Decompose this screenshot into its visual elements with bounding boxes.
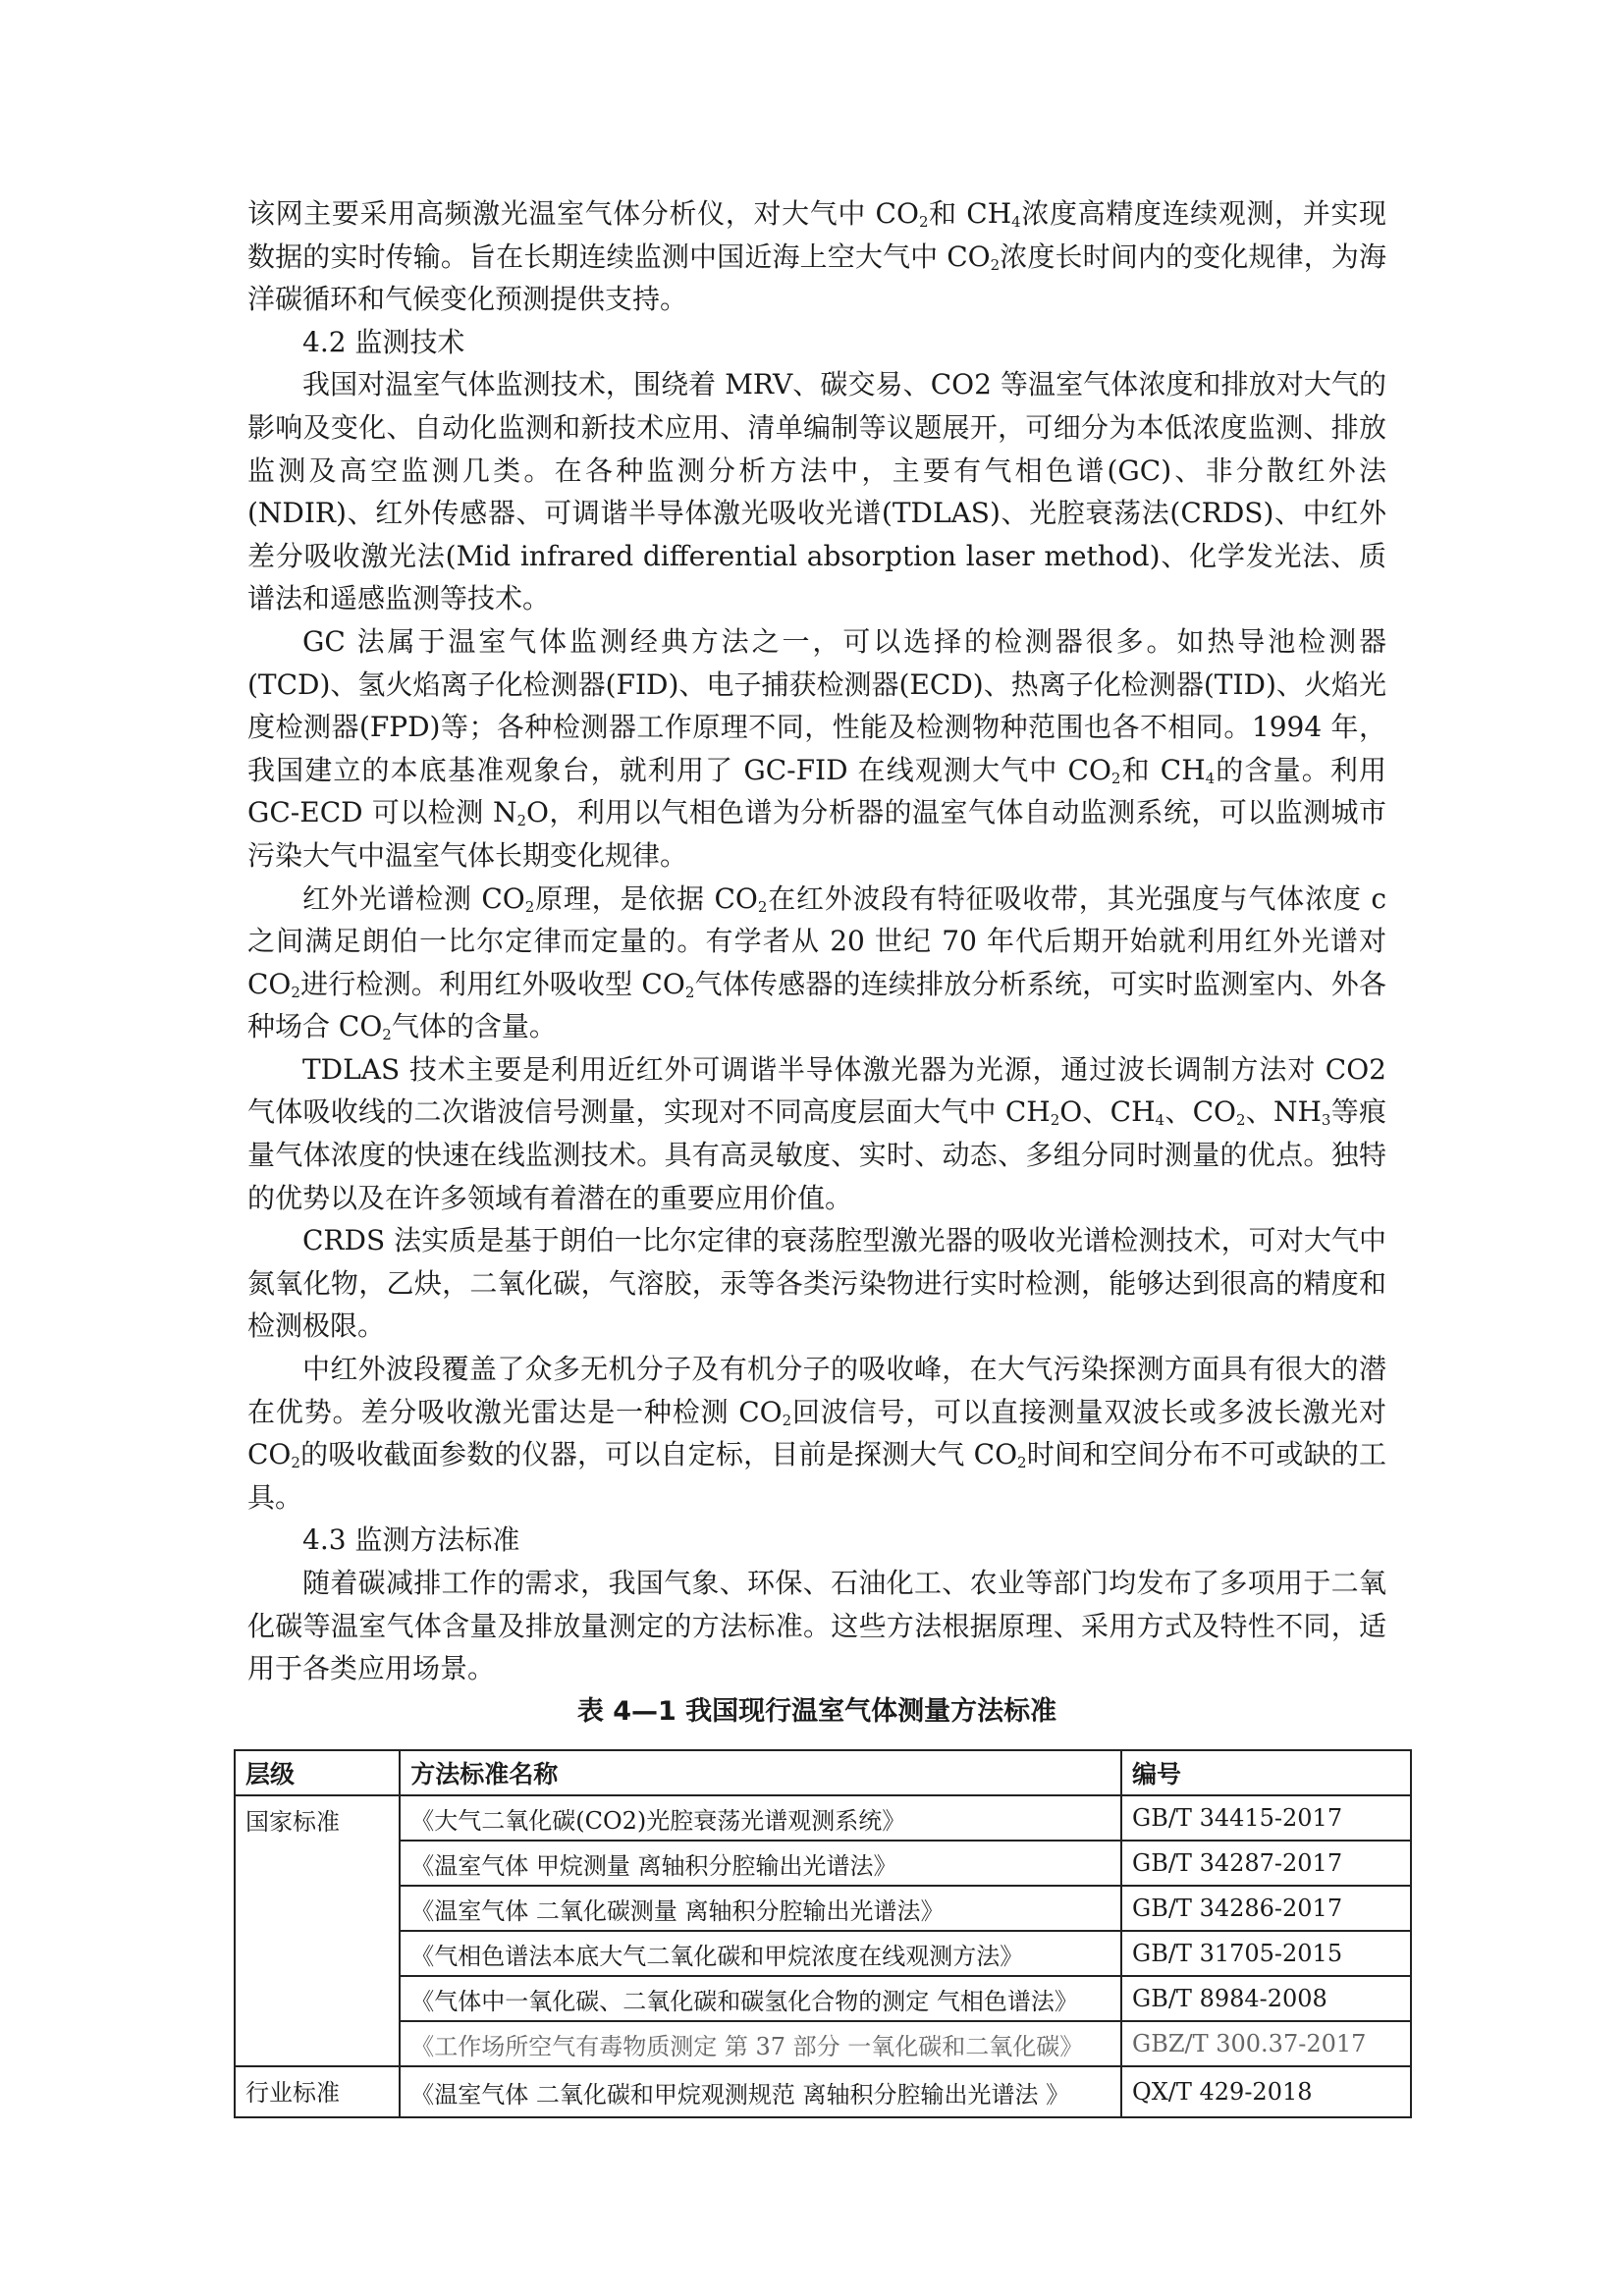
cell-standard-code: GB/T 34287-2017 xyxy=(1121,1841,1411,1886)
subscript: 2 xyxy=(1017,1454,1027,1472)
subscript: 2 xyxy=(291,983,300,1001)
text-run: O、CH xyxy=(1059,1095,1156,1129)
paragraph xyxy=(247,878,1386,1048)
subscript: 4 xyxy=(1155,1111,1165,1130)
text-run: 时间和空间分布不可或缺的工具。 xyxy=(247,1438,1386,1514)
cell-standard-code: QX/T 429-2018 xyxy=(1121,2066,1411,2117)
text-run: 红外光谱检测 CO xyxy=(302,881,525,915)
text-run: 该网主要采用高频激光温室气体分析仪，对大气中 CO xyxy=(247,197,919,230)
text-run: 我国对温室气体监测技术，围绕着 MRV、碳交易、CO2 等温室气体浓度和排放对大气的影响及变化、自动化监测和新技术应用、清单编制等议题展开，可细分为本低浓度监测、排放监测及高空监测几类。在各种监测分析方法中，主要有气相色谱(GC)、非分散红外法(NDIR)、红外传感器、可调谐半导体激光吸收光谱(TDLAS)、光腔衰荡法(CRDS)、中红外差分吸收激光法(Mid infrared differential absorption laser method)、化学发光法、质谱法和遥感监测等技术。 xyxy=(247,368,1386,615)
cell-standard-code: GB/T 34415-2017 xyxy=(1121,1795,1411,1841)
subscript: 2 xyxy=(1050,1111,1060,1130)
cell-standard-name: 《工作场所空气有毒物质测定 第 37 部分 一氧化碳和二氧化碳》 xyxy=(400,2021,1121,2066)
paragraph xyxy=(247,1219,1386,1348)
subscript: 2 xyxy=(782,1411,792,1429)
text-run: 浓度长时间内的变化规律，为海洋碳循环和气候变化预测提供支持。 xyxy=(247,240,1386,316)
section-heading-4-3: 4.3 监测方法标准 xyxy=(302,1523,520,1557)
cell-standard-name: 《气体中一氧化碳、二氧化碳和碳氢化合物的测定 气相色谱法》 xyxy=(400,1976,1121,2021)
text-run: 和 CH xyxy=(928,197,1012,230)
table-header-row xyxy=(235,1750,1411,1795)
text-run: 气体的含量。 xyxy=(391,1010,557,1043)
paragraph xyxy=(247,363,1386,620)
cell-standard-name: 《气相色谱法本底大气二氧化碳和甲烷浓度在线观测方法》 xyxy=(400,1931,1121,1976)
cell-standard-name: 《大气二氧化碳(CO2)光腔衰荡光谱观测系统》 xyxy=(400,1795,1121,1841)
text-run: 、NH xyxy=(1245,1095,1322,1129)
table-row xyxy=(235,1931,1411,1976)
subscript: 2 xyxy=(918,213,929,231)
text-run: 回波信号，可以直接测量双波长或多波长激光对 CO xyxy=(247,1395,1386,1471)
text-run: GC 法属于温室气体监测经典方法之一，可以选择的检测器很多。如热导池检测器(TCD)、氢火焰离子化检测器(FID)、电子捕获检测器(ECD)、热离子化检测器(TID)、火焰光度检测器(FPD)等；各种检测器工作原理不同，性能及检测物种范围也各不相同。1994 年，我国建立的本底基准观象台，就利用了 GC-FID 在线观测大气中 CO xyxy=(247,624,1386,786)
standards-table xyxy=(234,1749,1412,2118)
text-run: 随着碳减排工作的需求，我国气象、环保、石油化工、农业等部门均发布了多项用于二氧化碳等温室气体含量及排放量测定的方法标准。这些方法根据原理、采用方式及特性不同，适用于各类应用场景。 xyxy=(247,1567,1386,1685)
cell-standard-name: 《温室气体 甲烷测量 离轴积分腔输出光谱法》 xyxy=(400,1841,1121,1886)
cell-standard-code: GB/T 8984-2008 xyxy=(1121,1976,1411,2021)
table-row xyxy=(235,1886,1411,1931)
subscript: 2 xyxy=(382,1026,392,1044)
text-run: 气体传感器的连续排放分析系统，可实时监测室内、外各种场合 CO xyxy=(247,967,1386,1043)
text-run: O，利用以气相色谱为分析器的温室气体自动监测系统，可以监测城市污染大气中温室气体长期变化规律。 xyxy=(247,796,1386,872)
table-row xyxy=(235,2021,1411,2066)
text-run: CRDS 法实质是基于朗伯一比尔定律的衰荡腔型激光器的吸收光谱检测技术，可对大气中氮氧化物，乙炔，二氧化碳，气溶胶，汞等各类污染物进行实时检测，能够达到很高的精度和检测极限。 xyxy=(247,1224,1386,1343)
text-run: 的含量。利用 GC-ECD 可以检测 N xyxy=(247,753,1386,829)
text-run: 进行检测。利用红外吸收型 CO xyxy=(299,967,685,1000)
paragraph xyxy=(247,192,1386,321)
cell-standard-code: GB/T 31705-2015 xyxy=(1121,1931,1411,1976)
cell-standard-code: GB/T 34286-2017 xyxy=(1121,1886,1411,1931)
cell-standard-name: 《温室气体 二氧化碳测量 离轴积分腔输出光谱法》 xyxy=(400,1886,1121,1931)
cell-standard-name: 《温室气体 二氧化碳和甲烷观测规范 离轴积分腔输出光谱法 》 xyxy=(400,2066,1121,2117)
subscript: 2 xyxy=(1110,769,1121,787)
cell-level: 行业标准 xyxy=(235,2066,400,2117)
text-run: 等痕量气体浓度的快速在线监测技术。具有高灵敏度、实时、动态、多组分同时测量的优点。独特的优势以及在许多领域有着潜在的重要应用价值。 xyxy=(247,1095,1386,1214)
subscript: 2 xyxy=(1235,1111,1246,1130)
subscript: 2 xyxy=(990,255,1001,274)
text-run: 中红外波段覆盖了众多无机分子及有机分子的吸收峰，在大气污染探测方面具有很大的潜在优势。差分吸收激光雷达是一种检测 CO xyxy=(247,1353,1386,1428)
section-4-2-body xyxy=(247,363,1386,1519)
section-4-3-body xyxy=(247,1562,1386,1690)
paragraph xyxy=(247,1348,1386,1519)
text-run: TDLAS 技术主要是利用近红外可调谐半导体激光器为光源，通过波长调制方法对 CO2 气体吸收线的二次谐波信号测量，实现对不同高度层面大气中 CH xyxy=(247,1052,1386,1129)
subscript: 2 xyxy=(684,983,695,1001)
table-row xyxy=(235,2066,1411,2117)
subscript: 2 xyxy=(757,897,768,916)
header-name: 方法标准名称 xyxy=(400,1750,1121,1795)
text-run: 原理，是依据 CO xyxy=(534,881,758,915)
intro-section xyxy=(247,192,1386,321)
text-run: 、CO xyxy=(1164,1095,1236,1129)
text-run: 在红外波段有特征吸收带，其光强度与气体浓度 c 之间满足朗伯一比尔定律而定量的。有学者从 20 世纪 70 年代后期开始就利用红外光谱对 CO xyxy=(247,881,1386,1000)
table-caption: 表 4—1 我国现行温室气体测量方法标准 xyxy=(576,1695,1057,1727)
subscript: 4 xyxy=(1011,213,1021,231)
paragraph xyxy=(247,1562,1386,1690)
text-run: 的吸收截面参数的仪器，可以自定标，目前是探测大气 CO xyxy=(299,1438,1018,1471)
table-row xyxy=(235,1795,1411,1841)
table-row xyxy=(235,1976,1411,2021)
subscript: 2 xyxy=(524,897,535,916)
header-level: 层级 xyxy=(235,1750,400,1795)
section-heading-4-2: 4.2 监测技术 xyxy=(302,325,465,358)
cell-level: 国家标准 xyxy=(235,1795,400,2066)
table-row xyxy=(235,1841,1411,1886)
paragraph xyxy=(247,1048,1386,1219)
subscript: 2 xyxy=(291,1454,300,1472)
subscript: 3 xyxy=(1321,1111,1331,1130)
document-body xyxy=(247,192,1386,1734)
text-run: 浓度高精度连续观测，并实现数据的实时传输。旨在长期连续监测中国近海上空大气中 CO xyxy=(247,197,1386,273)
text-run: 和 CH xyxy=(1120,753,1206,786)
subscript: 4 xyxy=(1205,769,1216,787)
header-code: 编号 xyxy=(1121,1750,1411,1795)
cell-standard-code: GBZ/T 300.37-2017 xyxy=(1121,2021,1411,2066)
paragraph xyxy=(247,620,1386,878)
subscript: 2 xyxy=(516,812,527,830)
